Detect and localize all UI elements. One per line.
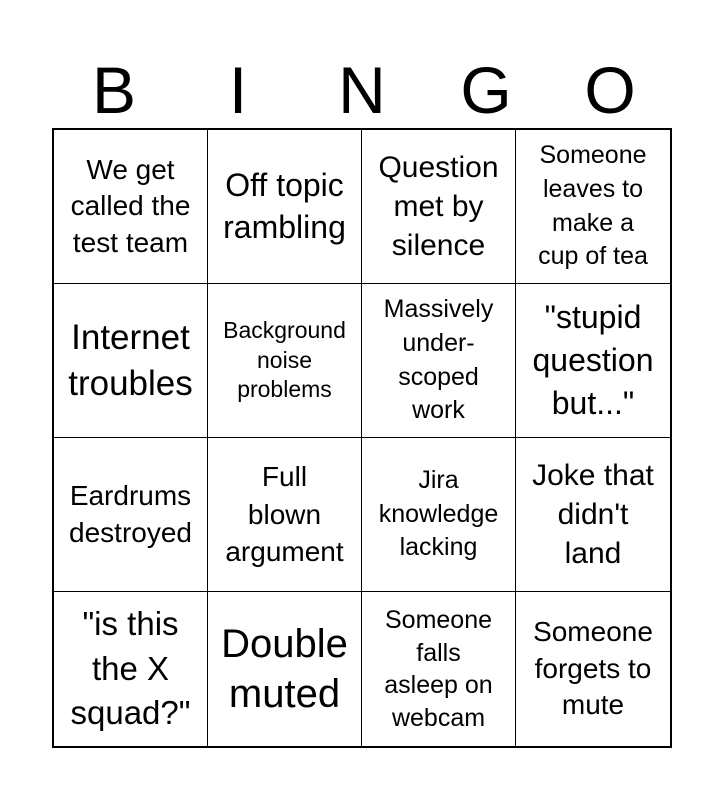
- bingo-cell[interactable]: [362, 130, 516, 284]
- bingo-cell-text: Background noise problems: [223, 316, 346, 403]
- header-letter-o: O: [584, 53, 636, 127]
- bingo-cell[interactable]: [516, 592, 670, 746]
- bingo-cell-text: Double muted: [221, 622, 348, 716]
- bingo-cell-text: Massively under- scoped work: [383, 295, 494, 425]
- bingo-cell[interactable]: [362, 284, 516, 438]
- bingo-cell[interactable]: [54, 284, 208, 438]
- bingo-cell[interactable]: [516, 130, 670, 284]
- bingo-cell[interactable]: [208, 438, 362, 592]
- bingo-cell[interactable]: [362, 592, 516, 746]
- bingo-cell-text: Someone leaves to make a cup of tea: [538, 141, 648, 271]
- bingo-cell[interactable]: [208, 130, 362, 284]
- bingo-cell-text: Jira knowledge lacking: [378, 465, 499, 562]
- bingo-cell-text: Internet troubles: [68, 318, 193, 403]
- bingo-cell-text: Someone falls asleep on webcam: [384, 606, 493, 732]
- bingo-cell-text: "stupid question but...": [532, 298, 654, 422]
- bingo-cell-text: Someone forgets to mute: [533, 616, 653, 721]
- bingo-cell[interactable]: [54, 130, 208, 284]
- bingo-cell-text: We get called the test team: [70, 153, 191, 258]
- bingo-cell[interactable]: [362, 438, 516, 592]
- bingo-cell-text: Question met by silence: [378, 151, 499, 262]
- bingo-cell[interactable]: [516, 438, 670, 592]
- header-letter-i: I: [228, 53, 248, 127]
- bingo-cell-text: Joke that didn't land: [532, 459, 654, 570]
- bingo-cell[interactable]: [208, 592, 362, 746]
- bingo-cell[interactable]: [516, 284, 670, 438]
- bingo-cell[interactable]: [208, 284, 362, 438]
- bingo-header: [52, 52, 672, 128]
- bingo-cell[interactable]: [54, 592, 208, 746]
- bingo-cell[interactable]: [54, 438, 208, 592]
- bingo-cell-text: Full blown argument: [225, 460, 344, 568]
- bingo-grid: [52, 128, 672, 748]
- bingo-cell-text: Eardrums destroyed: [69, 480, 192, 548]
- header-letter-b: B: [91, 53, 137, 127]
- header-letter-n: N: [338, 53, 386, 127]
- header-letter-g: G: [460, 53, 512, 127]
- bingo-cell-text: Off topic rambling: [223, 166, 346, 245]
- bingo-cell-text: "is this the X squad?": [70, 605, 191, 732]
